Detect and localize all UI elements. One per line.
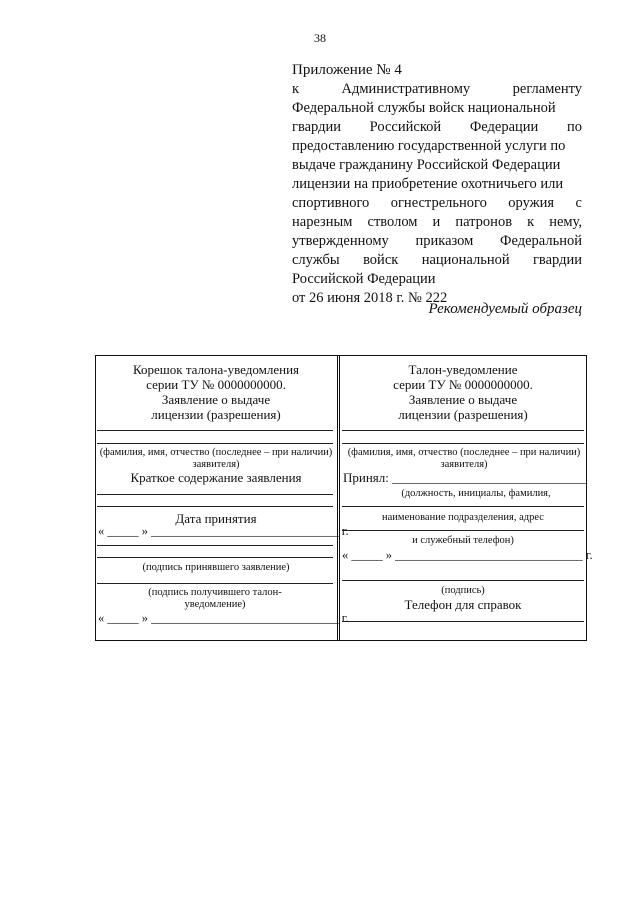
stub-fill-line <box>97 583 333 584</box>
page-number: 38 <box>314 31 326 45</box>
stub-fill-line <box>97 430 333 431</box>
coupon-fill-line <box>342 580 584 581</box>
stub-fill-line <box>97 494 333 495</box>
coupon-title: Талон-уведомление серии ТУ № 0000000000. Заявление о выдаче лицензии (разрешения) <box>393 362 533 422</box>
coupon-name-caption: (фамилия, имя, отчество (последнее – при наличии) заявителя) <box>347 447 581 470</box>
header-line: нарезным стволом и патронов к нему, <box>292 214 582 230</box>
header-line: Федеральной службы войск национальной <box>292 100 556 116</box>
stub-title: Корешок талона-уведомления серии ТУ № 0000000000. Заявление о выдаче лицензии (разрешения) <box>132 362 300 422</box>
stub-summary-label: Краткое содержание заявления <box>130 470 302 485</box>
header-line: Российской Федерации <box>292 271 436 287</box>
header-line: лицензии на приобретение охотничьего или <box>292 176 564 192</box>
header-line: утвержденному приказом Федеральной <box>292 233 582 249</box>
header-line: службы войск национальной гвардии <box>292 252 582 268</box>
stub-fill-line <box>97 506 333 507</box>
stub-receiver-caption: (подпись получившего талон-уведомление) <box>148 587 282 610</box>
header-line: выдаче гражданину Российской Федерации <box>292 157 561 173</box>
coupon-department-caption: наименование подразделения, адрес <box>382 512 544 523</box>
stub-fill-line <box>97 443 333 444</box>
header-line: гвардии Российской Федерации по <box>292 119 582 135</box>
coupon-fill-line <box>342 506 584 507</box>
coupon-accepted-label: Принял: ______________________________ <box>343 470 588 485</box>
recommended-sample-note: Рекомендуемый образец <box>428 301 582 317</box>
coupon-reference-phone: Телефон для справок <box>404 597 522 612</box>
stub-date-label: Дата принятия <box>175 511 257 526</box>
header-line: предоставлению государственной услуги по <box>292 138 566 154</box>
coupon-signature-caption: (подпись) <box>441 585 485 596</box>
header-line: к Административному регламенту <box>292 81 582 97</box>
stub-date-line: « _____ » ______________________________ г. <box>98 524 349 538</box>
coupon-fill-line <box>342 443 584 444</box>
appendix-title: Приложение № 4 <box>292 62 402 78</box>
stub-name-caption: (фамилия, имя, отчество (последнее – при наличии) заявителя) <box>99 447 333 470</box>
coupon-fill-line <box>342 621 584 622</box>
header-line: спортивного огнестрельного оружия с <box>292 195 582 211</box>
stub-fill-line <box>97 545 333 546</box>
coupon-date-line: « _____ » ______________________________ г. <box>342 548 593 562</box>
stub-fill-line <box>97 557 333 558</box>
cut-divider <box>337 355 340 641</box>
coupon-fill-line <box>342 430 584 431</box>
stub-accepter-caption: (подпись принявшего заявление) <box>142 562 290 573</box>
coupon-position-caption: (должность, инициалы, фамилия, <box>401 488 551 499</box>
coupon-phone-caption: и служебный телефон) <box>412 535 514 546</box>
order-date-line: от 26 июня 2018 г. № 222 <box>292 290 448 306</box>
coupon-fill-line <box>342 530 584 531</box>
stub-receipt-date-line: « _____ » ______________________________ г. <box>98 611 349 625</box>
